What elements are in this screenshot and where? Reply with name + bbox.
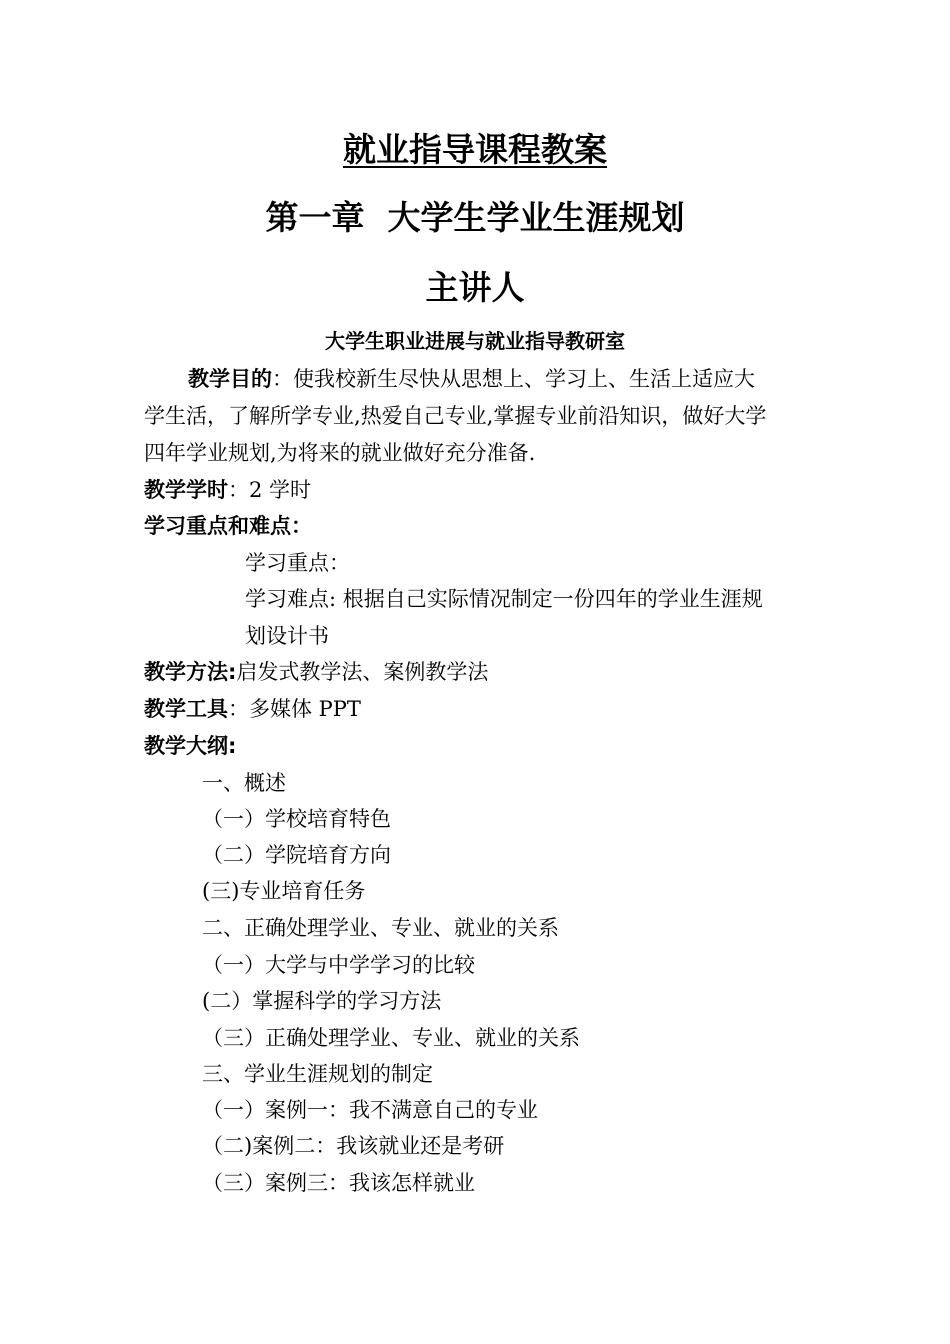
hours-colon: ： — [228, 478, 249, 502]
methods-value: 启发式教学法、案例教学法 — [236, 660, 489, 684]
methods-line — [144, 657, 488, 687]
outline-item: 一、概述 — [202, 771, 286, 795]
department-title: 大学生职业进展与就业指导教研室 — [325, 329, 625, 353]
key-difficulty-line-2: 划设计书 — [245, 624, 329, 648]
speaker-title: 主讲人 — [425, 268, 525, 307]
outline-item: （一）案例一：我不满意自己的专业 — [202, 1098, 538, 1122]
outline-item: （三）正确处理学业、专业、就业的关系 — [202, 1026, 580, 1050]
document-title-text: 就业指导课程教案 — [343, 130, 607, 169]
tools-colon: ： — [228, 697, 249, 721]
outline-item: 三、学业生涯规划的制定 — [202, 1062, 433, 1086]
purpose-text-1: 使我校新生尽快从思想上、学习上、生活上适应大 — [293, 367, 755, 391]
outline-label: 教学大纲: — [144, 734, 237, 758]
purpose-line-3: 四年学业规划,为将来的就业做好充分准备. — [144, 441, 536, 465]
outline-item: (三)专业培育任务 — [202, 879, 366, 903]
tools-value: 多媒体 PPT — [249, 697, 361, 721]
tools-line — [144, 694, 361, 724]
document-title — [0, 128, 950, 172]
chapter-title: 第一章 大学生学业生涯规划 — [265, 198, 685, 237]
purpose-line-1 — [188, 364, 755, 394]
purpose-label: 教学目的 — [188, 367, 272, 391]
methods-label: 教学方法: — [144, 660, 237, 684]
outline-item: （一）学校培育特色 — [202, 807, 391, 831]
hours-value: 2 学时 — [249, 478, 312, 502]
outline-item: （一）大学与中学学习的比较 — [202, 953, 475, 977]
outline-item: （三）案例三：我该怎样就业 — [202, 1171, 475, 1195]
key-difficulty-line-1: 学习难点: 根据自己实际情况制定一份四年的学业生涯规 — [245, 587, 763, 611]
hours-line — [144, 475, 311, 505]
purpose-colon: ： — [272, 367, 293, 391]
outline-item: （二)案例二：我该就业还是考研 — [202, 1134, 505, 1158]
tools-label: 教学工具 — [144, 697, 228, 721]
key-focus: 学习重点： — [245, 551, 350, 575]
outline-item: 二、正确处理学业、专业、就业的关系 — [202, 916, 559, 940]
outline-item: （二）学院培育方向 — [202, 843, 391, 867]
purpose-line-2: 学生活，了解所学专业,热爱自己专业,掌握专业前沿知识，做好大学 — [144, 404, 767, 428]
key-points-label: 学习重点和难点： — [144, 514, 312, 538]
outline-item: (二）掌握科学的学习方法 — [202, 989, 442, 1013]
hours-label: 教学学时 — [144, 478, 228, 502]
